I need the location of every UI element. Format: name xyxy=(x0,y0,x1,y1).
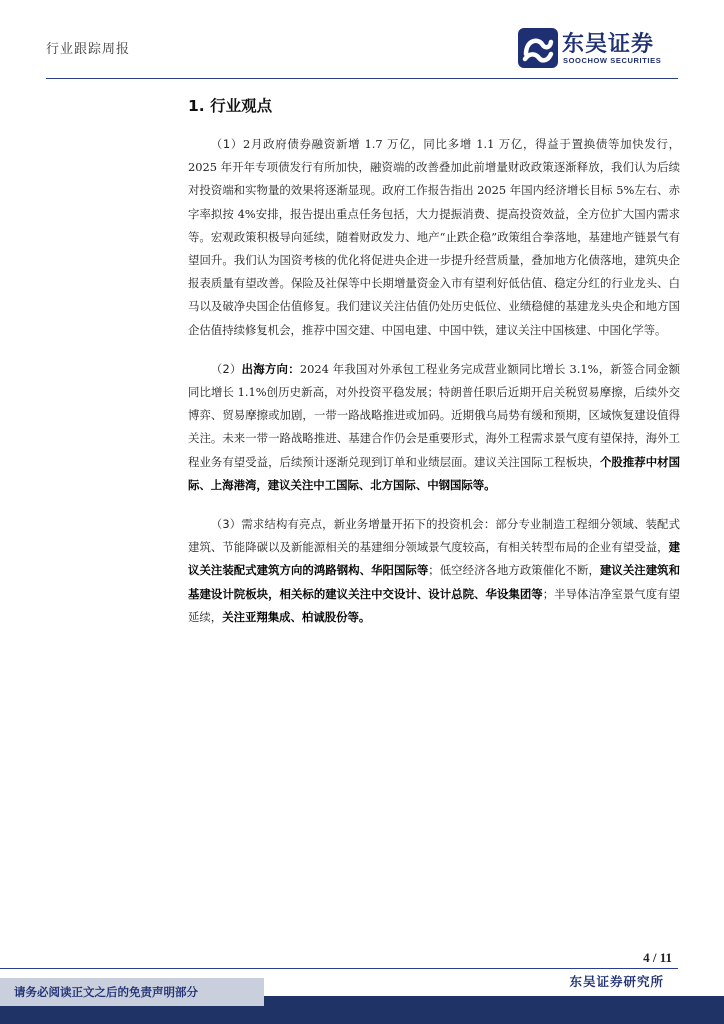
footer-institute: 东吴证券研究所 xyxy=(569,974,664,989)
paragraph-2-lead: 出海方向： xyxy=(241,361,300,376)
paragraph-3-recommendation-a: 建议关注装配式建筑方向的鸿路钢构、华阳国际等 xyxy=(188,540,680,578)
disclaimer-band xyxy=(0,978,264,1006)
paragraph-3-text-c: ；半导体洁净室景气度有望延续， xyxy=(188,586,680,624)
paragraph-3 xyxy=(188,513,680,629)
paragraph-2-recommendation: 个股推荐中材国际、上海港湾，建议关注中工国际、北方国际、中钢国际等。 xyxy=(188,454,680,492)
paragraph-1-text: 2月政府债券融资新增 1.7 万亿，同比多增 1.1 万亿，得益于置换债等加快发行，2025 年开年专项债发行有所加快，融资端的改善叠加此前增量财政政策逐渐释放，我们认为后续对投资端和实物量的效果将逐渐显现。政府工作报告指出 2025 年国内经济增长目标 5%左右、赤字率拟按 4%安排，报告提出重点任务包括，大力提振消费、提高投资效益，全方位扩大国内需求等。宏观政策积极导向延续，随着财政发力、地产“止跌企稳”政策组合拳落地，基建地产链景气有望回升。我们认为国资考核的优化将促进央企进一步提升经营质量，叠加地方化债落地，建筑央企报表质量有望改善。保险及社保等中长期增量资金入市有望利好低估值、稳定分红的行业龙头、白马以及破净央国企估值修复。我们建议关注估值仍处历史低位、业绩稳健的基建龙头央企和地方国企估值持续修复机会，推荐中国交建、中国电建、中国中铁，建议关注中国核建、中国化学等。 xyxy=(188,137,680,337)
disclaimer-text: 请务必阅读正文之后的免责声明部分 xyxy=(14,985,198,999)
footer-divider xyxy=(0,968,678,969)
paragraph-3-text-b: ；低空经济各地方政策催化不断， xyxy=(428,563,600,578)
section-title: 1. 行业观点 xyxy=(188,97,273,115)
paragraph-3-recommendation-c: 关注亚翔集成、柏诚股份等。 xyxy=(222,609,371,624)
paragraph-1-number: （1） xyxy=(210,137,244,151)
report-type-label: 行业跟踪周报 xyxy=(46,42,131,57)
report-body xyxy=(188,133,680,645)
logo-text-cn: 东吴证券 xyxy=(562,32,655,57)
company-logo xyxy=(518,26,688,70)
soochow-logo-icon xyxy=(518,28,558,68)
paragraph-3-text-a: 需求结构有亮点，新业务增量开拓下的投资机会：部分专业制造工程细分领域、装配式建筑、节能降碳以及新能源相关的基建细分领域景气度较高，有相关转型布局的企业有望受益， xyxy=(188,517,680,555)
paragraph-2-number: （2） xyxy=(210,361,242,376)
page-number: 4 / 11 xyxy=(643,950,672,965)
logo-text-en: SOOCHOW SECURITIES xyxy=(563,56,662,65)
paragraph-2-text: 2024 年我国对外承包工程业务完成营业额同比增长 3.1%，新签合同金额同比增长 1.1%创历史新高，对外投资平稳发展；特朗普任职后近期开启关税贸易摩擦，后续外交博弈、贸易摩擦或加剧，一带一路战略推进或加码。近期俄乌局势有缓和预期，区域恢复建设值得关注。未来一带一路战略推进、基建合作仍会是重要形式，海外工程需求景气度有望保持，海外工程业务有望受益，后续预计逐渐兑现到订单和业绩层面。建议关注国际工程板块， xyxy=(188,361,681,469)
header-divider xyxy=(46,78,678,79)
paragraph-3-recommendation-b: 建议关注建筑和基建设计院板块，相关标的建议关注中交设计、设计总院、华设集团等 xyxy=(188,563,680,601)
paragraph-2 xyxy=(188,358,680,497)
paragraph-3-number: （3） xyxy=(210,517,242,532)
paragraph-1 xyxy=(188,133,680,342)
